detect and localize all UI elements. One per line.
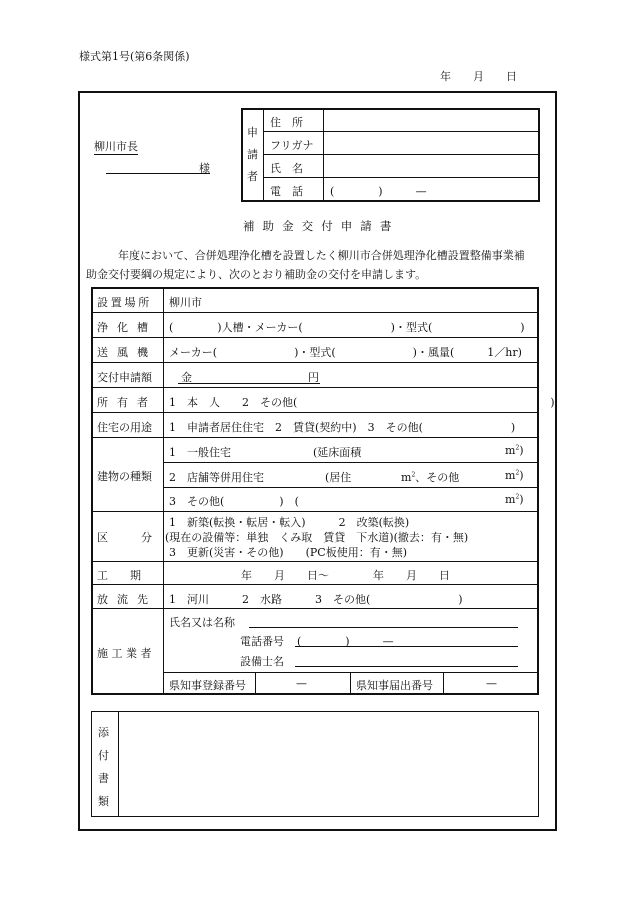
table-row-line: [92, 561, 538, 562]
contractor-engineer-line: [295, 666, 518, 667]
applicant-row-line: [264, 131, 539, 132]
attachments-label-char: 類: [98, 795, 109, 808]
contractor-name-label: 氏名又は名称: [169, 616, 235, 629]
building-option-2: 2 店舗等併用住宅: [169, 471, 264, 484]
applicant-label: [247, 122, 258, 188]
discharge-label: 放 流 先: [97, 593, 151, 606]
building-unit-2: $m^2$、その他: [401, 471, 460, 484]
contractor-phone-line: [295, 646, 518, 647]
category-line-1: 1 新築(転換・転居・転入) 2 改築(転換): [169, 516, 410, 529]
contractor-name-line: [249, 627, 518, 628]
phone-label: 電 話: [270, 185, 303, 198]
tank-label: 浄 化 槽: [97, 321, 151, 334]
period-label: 工 期: [97, 569, 141, 582]
building-option-3: 3 その他( ) (: [169, 495, 299, 508]
residence-label: 住宅の用途: [97, 421, 152, 434]
category-label: 区 分: [97, 531, 152, 544]
table-row-line: [92, 337, 538, 338]
attachments-divider: [118, 712, 119, 816]
applicant-label-char: 請: [247, 148, 258, 161]
intro-line-1: 年度において、合併処理浄化槽を設置したく柳川市合併処理浄化槽設置整備事業補: [118, 249, 525, 262]
category-line-3: 3 更新(災害・その他) (PC板使用：有・無): [169, 546, 407, 559]
reg-divider: [350, 672, 351, 694]
amount-label: 交付申請額: [97, 371, 152, 384]
table-row-line: [92, 511, 538, 512]
table-row-line: [92, 608, 538, 609]
notification-value: —: [486, 677, 497, 690]
building-unit-4: $m^2$): [505, 493, 524, 506]
phone-value: ( ) —: [330, 185, 427, 198]
table-row-line: [92, 362, 538, 363]
blower-value: メーカー( )・型式( )・風量( 1／hr): [169, 346, 522, 359]
attachments-label-char: 付: [98, 749, 109, 762]
location-label: 設置場所: [97, 296, 152, 309]
contractor-label: 施 工 業 者: [97, 647, 152, 660]
building-unit-3: $m^2$): [505, 469, 524, 482]
residence-value: 1 申請者居住住宅 2 賃貸(契約中) 3 その他( ): [169, 421, 516, 434]
amount-prefix: 金: [181, 371, 192, 384]
applicant-label-char: 申: [247, 126, 258, 139]
name-label: 氏 名: [270, 162, 303, 175]
addressee-line: [106, 173, 210, 174]
category-line-2: (現在の設備等：単独 くみ取 賃貸 下水道)(撤去：有・無): [165, 531, 469, 544]
date-line: 年 月 日: [440, 70, 517, 83]
attachments-label: [98, 721, 109, 813]
tank-value: ( )人槽・メーカー( )・型式( ): [169, 321, 525, 334]
table-row-line: [92, 312, 538, 313]
discharge-value: 1 河川 2 水路 3 その他( ): [169, 593, 463, 606]
table-row-line: [92, 584, 538, 585]
applicant-divider-2: [323, 109, 324, 201]
period-value: 年 月 日〜 年 月 日: [241, 569, 450, 582]
applicant-divider: [263, 109, 264, 201]
table-subrow-line: [164, 487, 538, 488]
applicant-row-line: [264, 154, 539, 155]
applicant-row-line: [264, 177, 539, 178]
furigana-label: フリガナ: [270, 139, 314, 152]
table-row-line: [92, 412, 538, 413]
contractor-phone-value: ( ) —: [297, 635, 394, 648]
intro-line-2: 助金交付要綱の規定により、次のとおり補助金の交付を申請します。: [86, 268, 427, 281]
form-number: 様式第1号(第6条関係): [79, 50, 190, 63]
table-row-line: [92, 437, 538, 438]
building-floor-area: (延床面積: [313, 446, 362, 459]
table-subrow-line: [164, 672, 538, 673]
address-label: 住 所: [270, 116, 303, 129]
mayor-label: 柳川市長: [94, 140, 138, 153]
building-option-1: 1 一般住宅: [169, 446, 231, 459]
reg-divider: [443, 672, 444, 694]
attachments-box: [91, 711, 539, 817]
building-unit-1: $m^2$): [505, 444, 524, 457]
applicant-label-char: 者: [247, 170, 258, 183]
label-column-divider: [163, 288, 164, 694]
attachments-label-char: 書: [98, 772, 109, 785]
building-residence: (居住: [325, 471, 352, 484]
amount-suffix: 円: [308, 371, 319, 384]
amount-underline: [178, 383, 320, 384]
reg-divider: [255, 672, 256, 694]
contractor-engineer-label: 設備士名: [240, 655, 284, 668]
building-label: 建物の種類: [97, 470, 152, 483]
notification-label: 県知事届出番号: [356, 679, 433, 692]
table-row-line: [92, 387, 538, 388]
owner-label: 所 有 者: [97, 396, 151, 409]
blower-label: 送 風 機: [97, 346, 151, 359]
owner-value: 1 本 人 2 その他( ): [169, 396, 555, 409]
location-value: 柳川市: [169, 296, 202, 309]
contractor-phone-label: 電話番号: [240, 635, 284, 648]
document-title: 補助金交付申請書: [243, 219, 400, 233]
honorific: 様: [199, 162, 210, 175]
table-subrow-line: [164, 462, 538, 463]
registration-label: 県知事登録番号: [169, 679, 246, 692]
registration-value: —: [296, 677, 307, 690]
attachments-label-char: 添: [98, 726, 109, 739]
